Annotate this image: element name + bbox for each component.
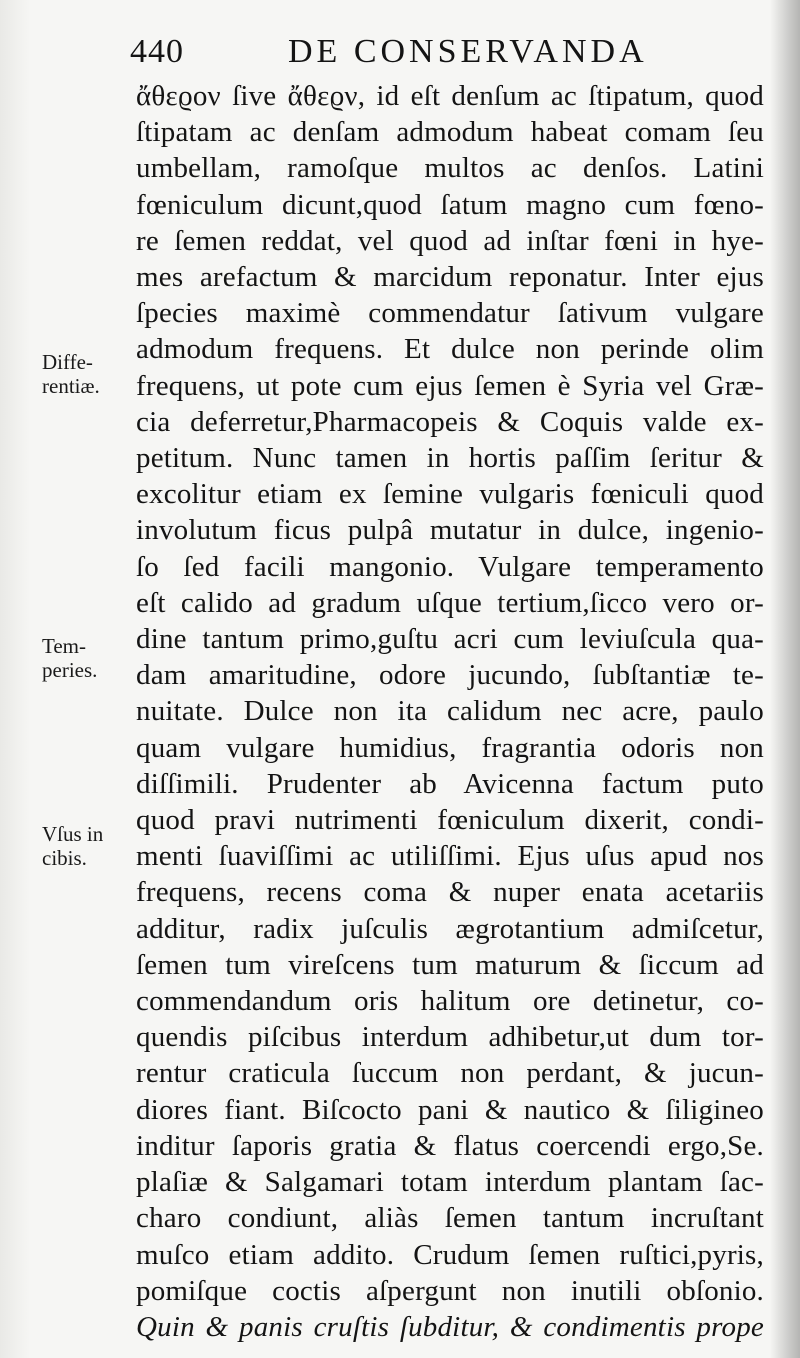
text-line: muſco etiam addito. Crudum ſemen ruſtici,pyris, [136,1238,764,1271]
text-line: dine tantum primo,guſtu acri cum leviuſcula qua- [136,623,764,656]
text-line: menti ſuaviſſimi ac utiliſſimi. Ejus uſus apud nos [136,840,764,873]
margin-note-temperies [42,634,134,682]
text-line: quod pravi nutrimenti fœniculum dixerit, condi- [136,804,764,837]
page-header [130,30,780,74]
text-line: diſſimili. Prudenter ab Avicenna factum puto [136,767,764,800]
margin-note-line: Vſus in [42,822,104,846]
text-line: ſpecies maximè commendatur ſativum vulgare [136,297,764,330]
text-line: ſtipatam ac denſam admodum habeat comam ſeu [136,116,764,149]
margin-note-line: Diffe- [42,350,93,374]
text-line: mes arefactum & marcidum reponatur. Inter ejus [136,261,764,294]
text-line: Quin & panis cruſtis ſubditur, & condimentis prope [136,1310,764,1343]
text-line: ſo ſed facili mangonio. Vulgare temperamento [136,550,764,583]
margin-note-line: cibis. [42,846,87,870]
text-line: admodum frequens. Et dulce non perinde olim [136,333,764,366]
text-line: frequens, recens coma & nuper enata acetariis [136,876,764,909]
running-head: DE CONSERVANDA [288,33,648,70]
text-line: involutum ficus pulpâ mutatur in dulce, ingenio- [136,514,764,547]
text-line: petitum. Nunc tamen in hortis paſſim ſeritur & [136,442,764,475]
margin-note-usus-in-cibis [42,822,134,870]
text-line: eſt calido ad gradum uſque tertium,ſicco vero or- [136,586,764,619]
text-line: commendandum oris halitum ore detinetur, co- [136,985,764,1018]
text-line: additur, radix juſculis ægrotantium admiſcetur, [136,912,764,945]
text-line: excolitur etiam ex ſemine vulgaris fœniculi quod [136,478,764,511]
page-edge-shadow [770,0,800,1358]
text-line: charo condiunt, aliàs ſemen tantum incruſtant [136,1202,764,1235]
text-line: diores fiant. Biſcocto pani & nautico & ſiligineo [136,1093,764,1126]
text-line: cia deferretur,Pharmacopeis & Coquis valde ex- [136,405,764,438]
text-line: dam amaritudine, odore jucundo, ſubſtantiæ te- [136,659,764,692]
body-text [136,78,764,1345]
text-line: frequens, ut pote cum ejus ſemen è Syria vel Græ- [136,369,764,402]
text-line: ἄθεϱον ſive ἄθεϱν, id eſt denſum ac ſtipatum, quod [136,80,764,112]
text-line: umbellam, ramoſque multos ac denſos. Latini [136,152,764,185]
text-line: fœniculum dicunt,quod ſatum magno cum fœno- [136,188,764,221]
margin-note-line: peries. [42,658,98,682]
text-line: re ſemen reddat, vel quod ad inſtar fœni in hye- [136,224,764,257]
text-line: rentur craticula ſuccum non perdant, & jucun- [136,1057,764,1090]
text-line: plaſiæ & Salgamari totam interdum plantam ſac- [136,1166,764,1199]
text-line: quendis piſcibus interdum adhibetur,ut dum tor- [136,1021,764,1054]
text-line: inditur ſaporis gratia & flatus coercendi ergo,Se. [136,1129,764,1162]
margin-note-line: rentiæ. [42,374,100,398]
page-number: 440 [130,33,184,70]
text-line: nuitate. Dulce non ita calidum nec acre, paulo [136,695,764,728]
margin-note-line: Tem- [42,634,87,658]
text-line: pomiſque coctis aſpergunt non inutili obſonio. [136,1274,764,1307]
text-line: quam vulgare humidius, fragrantia odoris non [136,731,764,764]
margin-note-differentiae [42,350,134,398]
text-line: ſemen tum vireſcens tum maturum & ſiccum ad [136,948,764,981]
